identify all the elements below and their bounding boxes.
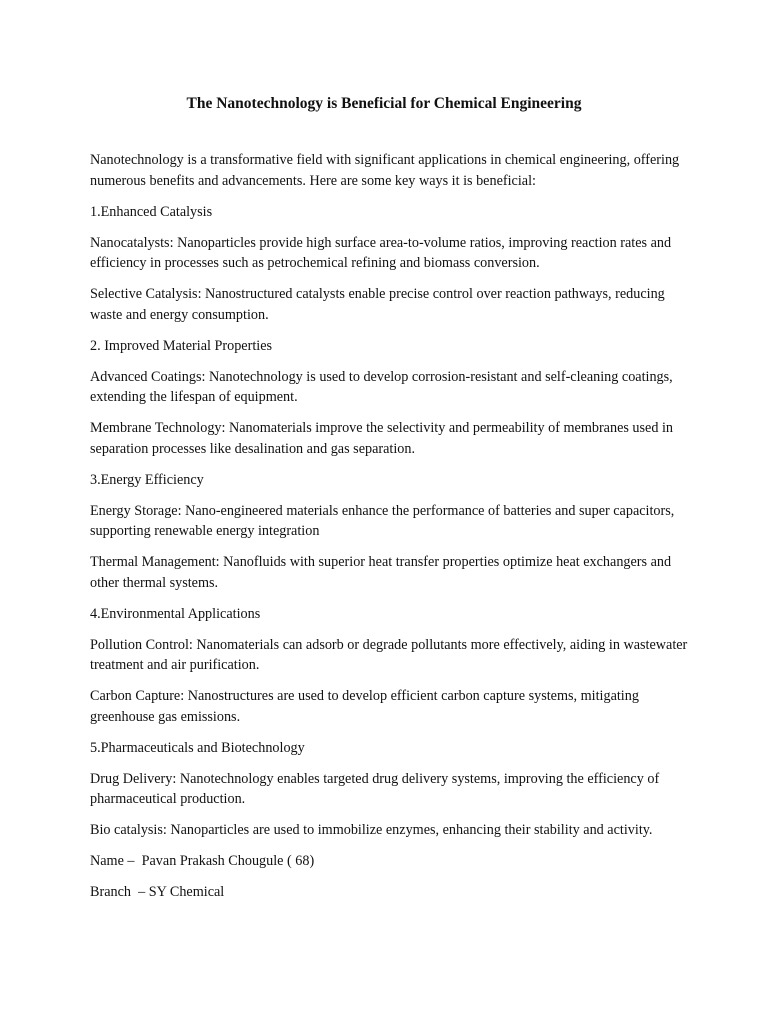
section-paragraph: Energy Storage: Nano-engineered materials enhance the performance of batteries and super capacitors, supporting renewable energy integration: [90, 502, 675, 539]
section-paragraph: Membrane Technology: Nanomaterials improve the selectivity and permeability of membranes used in separation processes like desalination and gas separation.: [90, 420, 674, 457]
section-paragraph: Bio catalysis: Nanoparticles are used to immobilize enzymes, enhancing their stability and activity.: [90, 822, 653, 838]
section-paragraph: Nanocatalysts: Nanoparticles provide high surface area-to-volume ratios, improving reaction rates and efficiency in processes such as petrochemical refining and biomass conversion.: [90, 234, 672, 271]
section-paragraph: Carbon Capture: Nanostructures are used to develop efficient carbon capture systems, mitigating greenhouse gas emissions.: [90, 688, 639, 725]
section-paragraph: Pollution Control: Nanomaterials can adsorb or degrade pollutants more effectively, aiding in wastewater treatment and air purification.: [90, 636, 688, 673]
section-paragraph: Selective Catalysis: Nanostructured catalysts enable precise control over reaction pathways, reducing waste and energy consumption.: [90, 286, 665, 323]
branch-line: Branch – SY Chemical: [90, 884, 225, 900]
section-paragraph: Drug Delivery: Nanotechnology enables targeted drug delivery systems, improving the efficiency of pharmaceutical production.: [90, 770, 660, 807]
section-heading: 5.Pharmaceuticals and Biotechnology: [90, 739, 305, 756]
author-line: Name – Pavan Prakash Chougule ( 68): [90, 853, 315, 869]
document-body: [90, 150, 690, 913]
section-heading: 1.Enhanced Catalysis: [90, 203, 213, 220]
section-heading: 4.Environmental Applications: [90, 605, 261, 622]
section-paragraph: Advanced Coatings: Nanotechnology is used to develop corrosion-resistant and self-cleaning coatings, extending the lifespan of equipment.: [90, 368, 673, 405]
section-heading: 2. Improved Material Properties: [90, 337, 273, 354]
intro-paragraph: Nanotechnology is a transformative field with significant applications in chemical engineering, offering numerous benefits and advancements. Here are some key ways it is beneficial:: [90, 152, 680, 189]
section-heading: 3.Energy Efficiency: [90, 471, 204, 488]
section-paragraph: Thermal Management: Nanofluids with superior heat transfer properties optimize heat exchangers and other thermal systems.: [90, 554, 672, 591]
document-title: The Nanotechnology is Beneficial for Chemical Engineering: [186, 95, 582, 112]
